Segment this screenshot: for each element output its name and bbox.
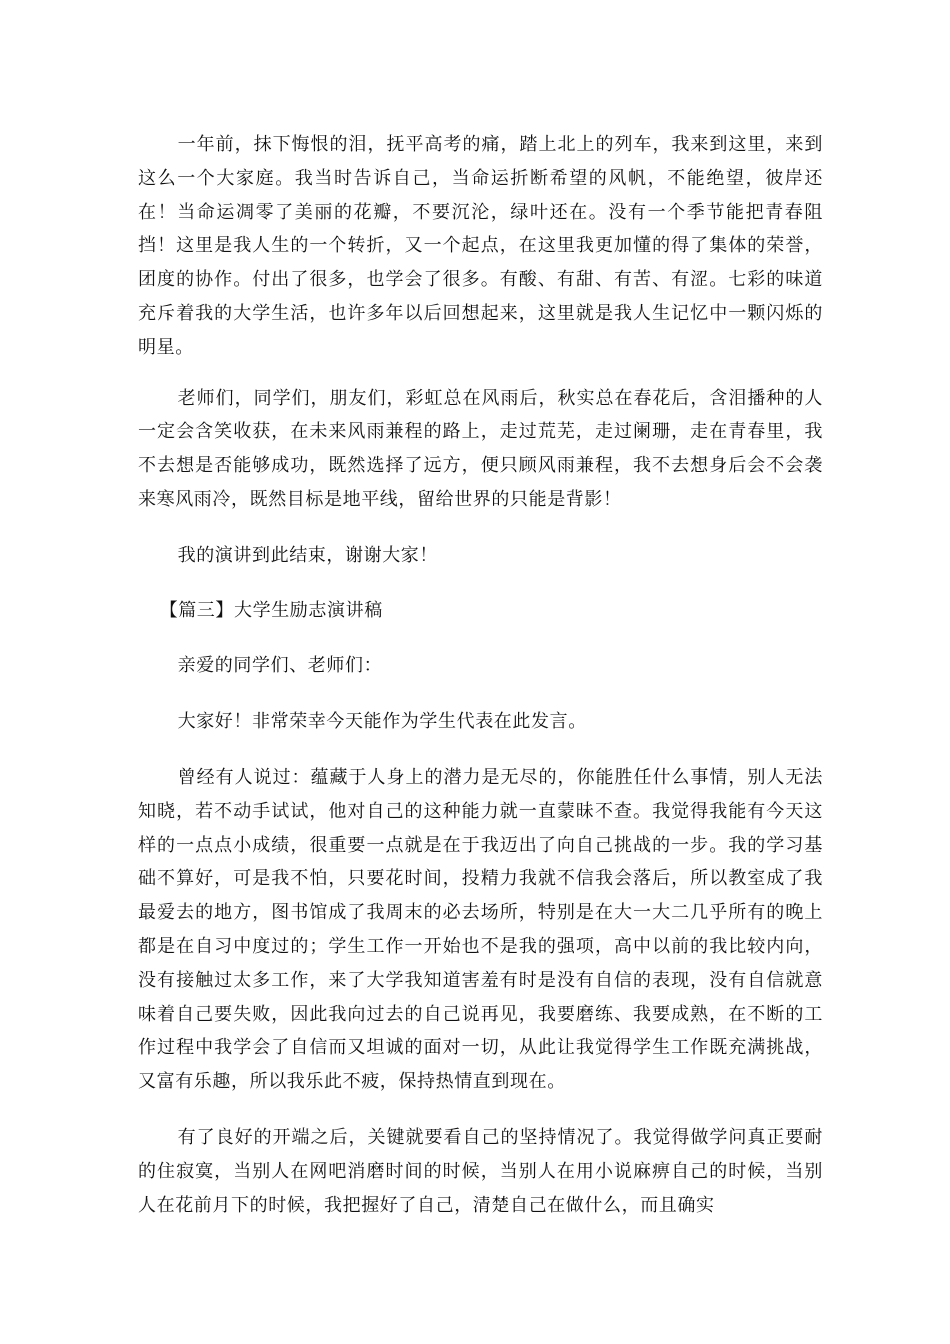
greeting: 大家好！非常荣幸今天能作为学生代表在此发言。 xyxy=(177,711,587,733)
paragraph-persistence: 有了良好的开端之后，关键就要看自己的坚持情况了。我觉得做学问真正要耐的住寂寞，当别人在网吧消磨时间的时候，当别人在用小说麻痹自己的时候，当别人在花前月下的时候，我把握好了自己，清楚自己在做什么，而且确实 xyxy=(138,1126,823,1216)
paragraph-looking-back: 一年前，抹下悔恨的泪，抚平高考的痛，踏上北上的列车，我来到这里，来到这么一个大家庭。我当时告诉自己，当命运折断希望的风帆，不能绝望，彼岸还在！当命运凋零了美丽的花瓣，不要沉沦，绿叶还在。没有一个季节能把青春阻挡！这里是我人生的一个转折，又一个起点，在这里我更加懂的得了集体的荣誉，团度的协作。付出了很多，也学会了很多。有酸、有甜、有苦、有涩。七彩的味道充斥着我的大学生活，也许多年以后回想起来，这里就是我人生记忆中一颗闪烁的明星。 xyxy=(138,134,823,358)
document-body xyxy=(138,128,823,1222)
salutation: 亲爱的同学们、老师们： xyxy=(177,655,383,677)
section-heading: 【篇三】大学生励志演讲稿 xyxy=(159,599,383,621)
paragraph-speech-closing: 我的演讲到此结束，谢谢大家！ xyxy=(177,544,438,566)
paragraph-self-challenge: 曾经有人说过：蕴藏于人身上的潜力是无尽的，你能胜任什么事情，别人无法知晓，若不动手试试，他对自己的这种能力就一直蒙昧不查。我觉得我能有今天这样的一点点小成绩，很重要一点就是在于我迈出了向自己挑战的一步。我的学习基础不算好，可是我不怕，只要花时间，投精力我就不信我会落后，所以教室成了我最爱去的地方，图书馆成了我周末的必去场所，特别是在大一大二几乎所有的晚上都是在自习中度过的；学生工作一开始也不是我的强项，高中以前的我比较内向，没有接触过太多工作，来了大学我知道害羞有时是没有自信的表现，没有自信就意味着自己要失败，因此我向过去的自己说再见，我要磨练、我要成熟，在不断的工作过程中我学会了自信而又坦诚的面对一切，从此让我觉得学生工作既充满挑战，又富有乐趣，所以我乐此不疲，保持热情直到现在。 xyxy=(138,766,823,1093)
paragraph-rainbow-after-storm: 老师们，同学们，朋友们，彩虹总在风雨后，秋实总在春花后，含泪播种的人一定会含笑收获，在未来风雨兼程的路上，走过荒芜，走过阑珊，走在青春里，我不去想是否能够成功，既然选择了远方，便只顾风雨兼程，我不去想身后会不会袭来寒风雨冷，既然目标是地平线，留给世界的只能是背影！ xyxy=(138,387,823,510)
